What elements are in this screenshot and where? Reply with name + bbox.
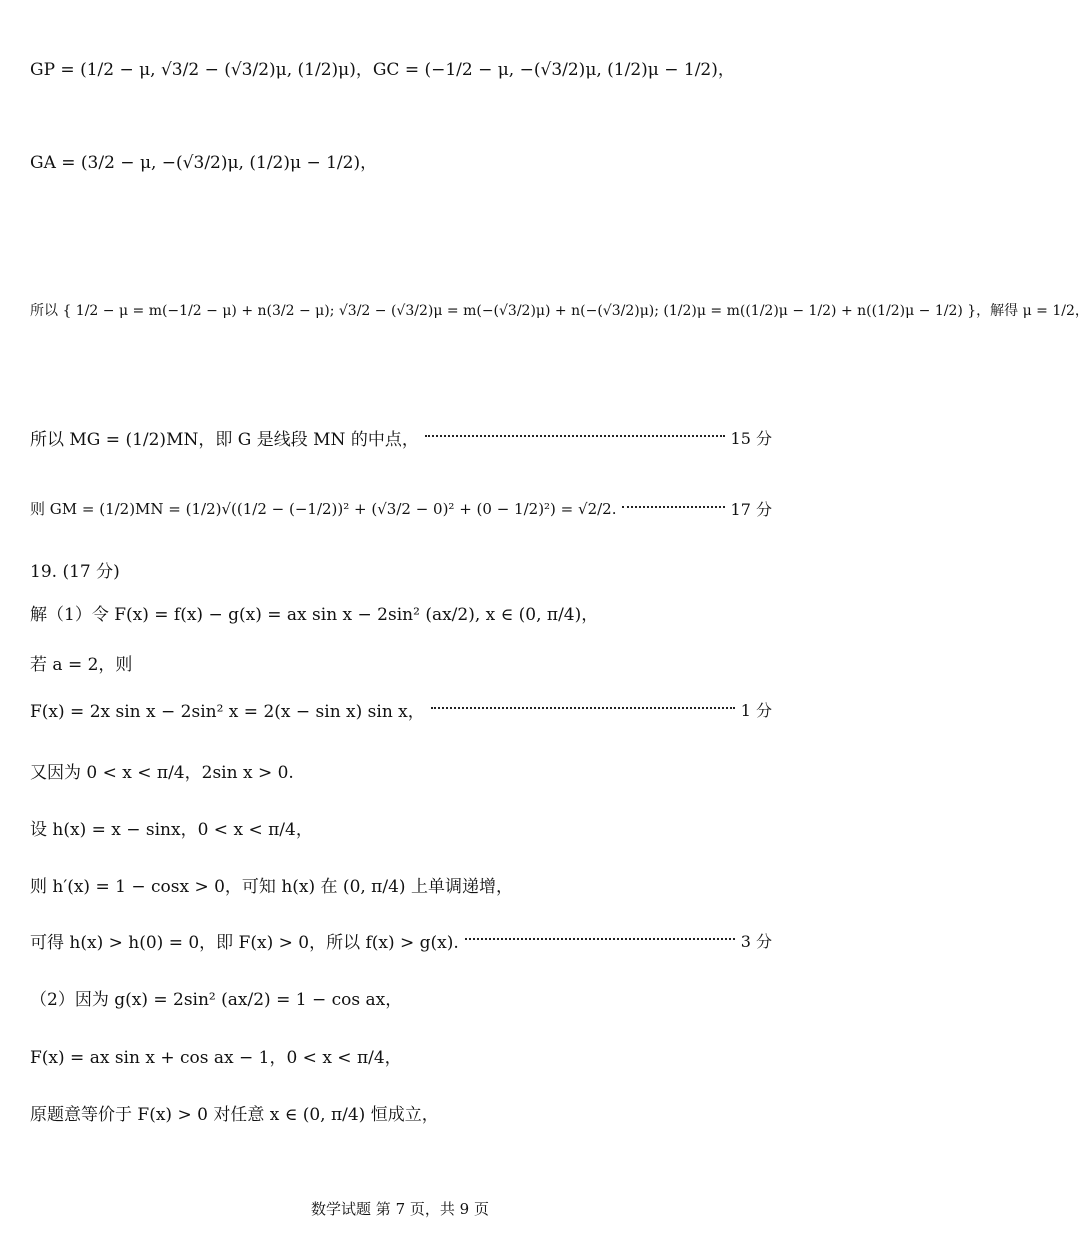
math-text: 设 h(x) = x − sinx，0 < x < π/4，: [30, 820, 313, 840]
dotted-leader: [425, 435, 725, 437]
vector-ga-line: [30, 148, 772, 173]
math-text: 原题意等价于 F(x) > 0 对任意 x ∈ (0, π/4) 恒成立，: [30, 1105, 439, 1125]
score-label: 15 分: [730, 429, 772, 448]
math-text: （2）因为 g(x) = 2sin² (ax/2) = 1 − cos ax，: [30, 990, 403, 1010]
conclusion-part1-line: [30, 928, 772, 953]
condition-line: [30, 650, 772, 675]
question-heading: [30, 557, 772, 582]
math-text: 又因为 0 < x < π/4，2sin x > 0.: [30, 763, 294, 783]
math-text: F(x) = ax sin x + cos ax − 1，0 < x < π/4，: [30, 1048, 402, 1068]
equation-system-line: [30, 300, 1089, 320]
math-text: 所以 MG = (1/2)MN，即 G 是线段 MN 的中点，: [30, 430, 419, 450]
score-label: 17 分: [730, 500, 772, 519]
page-footer: 数学试题 第 7 页，共 9 页: [311, 1200, 489, 1218]
equivalence-line: [30, 1100, 772, 1125]
solution-part1-line: [30, 600, 772, 625]
math-text: 所以 { 1/2 − μ = m(−1/2 − μ) + n(3/2 − μ); √3/2 − (√3/2)μ = m(−(√3/2)μ) + n(−(√3/2)μ); (1/2)μ = m((1/2)μ − 1/2) + n((1/2)μ − 1/2) }，解得 μ = 1/2，: [30, 303, 1089, 319]
dotted-leader: [431, 707, 735, 709]
score-label: 1 分: [740, 701, 772, 720]
sin-positive-line: [30, 758, 772, 783]
score-label: 3 分: [740, 932, 772, 951]
math-text: 解（1）令 F(x) = f(x) − g(x) = ax sin x − 2sin² (ax/2), x ∈ (0, π/4)，: [30, 605, 599, 625]
vector-gp-gc-line: [30, 55, 772, 80]
math-text: 可得 h(x) > h(0) = 0，即 F(x) > 0，所以 f(x) > g(x).: [30, 933, 459, 953]
question-number: 19. (17 分): [30, 562, 120, 582]
fx-expression-line: [30, 697, 772, 722]
gm-length-line: [30, 497, 772, 520]
math-text: F(x) = 2x sin x − 2sin² x = 2(x − sin x) sin x，: [30, 702, 425, 722]
math-text: 则 GM = (1/2)MN = (1/2)√((1/2 − (−1/2))² + (√3/2 − 0)² + (0 − 1/2)²) = √2/2.: [30, 500, 617, 518]
part2-gx-line: [30, 985, 772, 1010]
dotted-leader: [465, 938, 735, 940]
dotted-leader: [622, 506, 724, 508]
part2-fx-line: [30, 1043, 772, 1068]
math-text: 则 h′(x) = 1 − cosx > 0，可知 h(x) 在 (0, π/4) 上单调递增，: [30, 877, 513, 897]
monotonic-line: [30, 872, 772, 897]
math-text: 若 a = 2，则: [30, 655, 133, 675]
midpoint-line: [30, 425, 772, 450]
hx-definition-line: [30, 815, 772, 840]
math-text: GP = (1/2 − μ, √3/2 − (√3/2)μ, (1/2)μ)，GC = (−1/2 − μ, −(√3/2)μ, (1/2)μ − 1/2)，: [30, 60, 735, 80]
math-text: GA = (3/2 − μ, −(√3/2)μ, (1/2)μ − 1/2)，: [30, 153, 378, 173]
